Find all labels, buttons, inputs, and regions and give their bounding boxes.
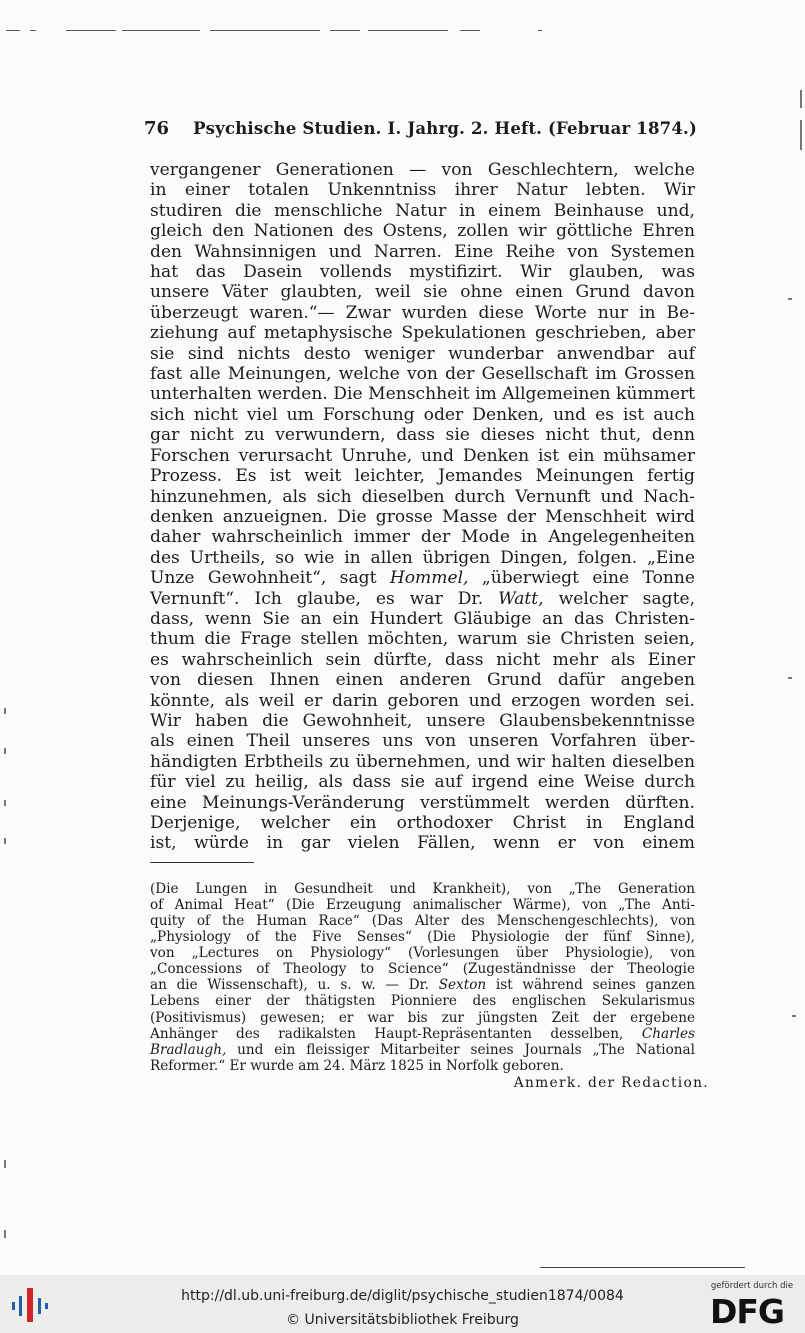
footnote-line: Reformer.“ Er wurde am 24. März 1825 in Norfolk geboren.: [150, 1057, 564, 1074]
footnote-line: „Physiology of the Five Senses“ (Die Physiologie der fünf Sinne),: [150, 929, 695, 946]
body-line: überzeugt waren.“— Zwar wurden diese Worte nur in Be-: [150, 302, 695, 323]
bottom-rule: [540, 1267, 745, 1268]
scan-artifact-top: [0, 26, 560, 36]
page-header: [144, 118, 697, 148]
running-title: Psychische Studien. I. Jahrg. 2. Heft. (Februar 1874.): [193, 119, 697, 138]
footnote-line: (Die Lungen in Gesundheit und Krankheit), von „The Generation: [150, 880, 695, 897]
body-line: hat das Dasein vollends mystifizirt. Wir glauben, was: [150, 262, 695, 283]
dfg-logo-text: DFG: [710, 1292, 785, 1331]
italic-name: Charles: [641, 1025, 695, 1042]
body-line: Derjenige, welcher ein orthodoxer Christ in England: [150, 813, 695, 833]
body-line: Vernunft“. Ich glaube, es war Dr. Watt, welcher sagte,: [150, 588, 695, 609]
dfg-logo: [706, 1281, 798, 1329]
page-number: 76: [144, 118, 170, 139]
body-line: ist, würde in gar vielen Fällen, wenn er von einem: [150, 833, 695, 854]
body-line: in einer totalen Unkenntniss ihrer Natur lebten. Wir: [150, 180, 695, 201]
scan-edge-mark: [792, 1015, 796, 1017]
footnote-line: quity of the Human Race“ (Das Alter des Menschengeschlechts), von: [150, 913, 695, 929]
footnote-line: an die Wissenschaft), u. s. w. — Dr. Sexton ist während seines ganzen: [150, 977, 695, 994]
body-line: händigten Erbtheils zu übernehmen, und wir halten dieselben: [150, 751, 695, 772]
copyright-notice: © Universitätsbibliothek Freiburg: [286, 1312, 519, 1328]
footnote-line: Anhänger des radikalsten Haupt-Repräsentanten desselben, Charles: [150, 1025, 695, 1042]
body-line: Prozess. Es ist weit leichter, Jemandes Meinungen fertig: [150, 466, 695, 487]
body-line: sich nicht viel um Forschung oder Denken, und es ist auch: [150, 404, 695, 425]
body-line: als einen Theil unseres uns von unseren Vorfahren über-: [150, 731, 695, 752]
footnote-line: (Positivismus) gewesen; er war bis zur jüngsten Zeit der ergebene: [150, 1009, 695, 1026]
scan-edge-mark: [800, 90, 802, 108]
body-line: gar nicht zu verwundern, dass sie dieses nicht thut, denn: [150, 425, 695, 446]
footnote: [150, 880, 709, 1091]
body-line: es wahrscheinlich sein dürfte, dass nicht mehr als Einer: [150, 649, 695, 670]
scan-edge-mark: [4, 748, 6, 754]
document-page: [144, 118, 709, 1091]
footnote-line: von „Lectures on Physiology“ (Vorlesungen über Physiologie), von: [150, 945, 695, 962]
body-line: thum die Frage stellen möchten, warum sie Christen seien,: [150, 629, 695, 650]
body-line: eine Meinungs-Veränderung verstümmelt werden dürften.: [150, 792, 695, 813]
scan-edge-mark: [4, 1160, 6, 1168]
body-line: fast alle Meinungen, welche von der Gesellschaft im Grossen: [150, 364, 695, 385]
italic-name: Hommel,: [389, 568, 469, 589]
footnote-separator: [150, 862, 254, 863]
scan-edge-mark: [4, 1230, 6, 1238]
scan-edge-mark: [788, 677, 792, 679]
body-line: den Wahnsinnigen und Narren. Eine Reihe von Systemen: [150, 241, 695, 262]
footnote-text: [150, 881, 695, 1074]
body-line: sie sind nichts desto weniger wunderbar anwendbar auf: [150, 343, 695, 364]
body-line: gleich den Nationen des Ostens, zollen wir göttliche Ehren: [150, 221, 695, 242]
footnote-line: „Concessions of Theology to Science“ (Zugeständnisse der Theologie: [150, 961, 695, 978]
footnote-line: Lebens einer der thätigsten Pionniere des englischen Sekularismus: [150, 993, 695, 1010]
body-line: dass, wenn Sie an ein Hundert Gläubige an das Christen-: [150, 608, 695, 629]
body-line: daher wahrscheinlich immer der Mode in Angelegenheiten: [150, 527, 695, 548]
body-line: für viel zu heilig, als dass sie auf irgend eine Weise durch: [150, 772, 695, 793]
scan-edge-mark: [4, 800, 6, 806]
footnote-line: of Animal Heat“ (Die Erzeugung animalischer Wärme), von „The Anti-: [150, 896, 695, 913]
scan-edge-mark: [4, 838, 6, 844]
body-text: [150, 160, 695, 854]
dfg-caption: gefördert durch die: [710, 1281, 794, 1291]
italic-name: Bradlaugh,: [150, 1041, 227, 1058]
footer-bar: [0, 1275, 805, 1333]
body-line: studiren die menschliche Natur in einem Beinhause und,: [150, 200, 695, 221]
italic-name: Sexton: [438, 977, 487, 994]
body-line: hinzunehmen, als sich dieselben durch Vernunft und Nach-: [150, 486, 695, 507]
body-line: denken anzueignen. Die grosse Masse der Menschheit wird: [150, 506, 695, 527]
body-line: von diesen Ihnen einen anderen Grund dafür angeben: [150, 670, 695, 691]
scan-edge-mark: [4, 708, 6, 714]
body-line: vergangener Generationen — von Geschlechtern, welche: [150, 160, 695, 180]
footnote-line: Bradlaugh, und ein fleissiger Mitarbeiter seines Journals „The National: [150, 1041, 695, 1058]
body-line: ziehung auf metaphysische Spekulationen geschrieben, aber: [150, 323, 695, 344]
body-line: Wir haben die Gewohnheit, unsere Glaubensbekenntnisse: [150, 710, 695, 731]
scan-edge-mark: [800, 120, 802, 150]
body-line: unterhalten werden. Die Menschheit im Allgemeinen kümmert: [150, 384, 695, 405]
footnote-signature: Anmerk. der Redaction.: [513, 1074, 709, 1091]
body-line: Forschen verursacht Unruhe, und Denken ist ein mühsamer: [150, 445, 695, 466]
scan-edge-mark: [788, 298, 792, 300]
body-line: Unze Gewohnheit“, sagt Hommel, „überwiegt eine Tonne: [150, 568, 695, 589]
body-line: des Urtheils, so wie in allen übrigen Dingen, folgen. „Eine: [150, 547, 695, 568]
body-line: könnte, als weil er darin geboren und erzogen worden sei.: [150, 690, 695, 711]
body-line: unsere Väter glaubten, weil sie ohne einen Grund davon: [150, 282, 695, 303]
italic-name: Watt,: [498, 588, 544, 609]
document-url[interactable]: http://dl.ub.uni-freiburg.de/diglit/psychische_studien1874/0084: [181, 1288, 624, 1304]
